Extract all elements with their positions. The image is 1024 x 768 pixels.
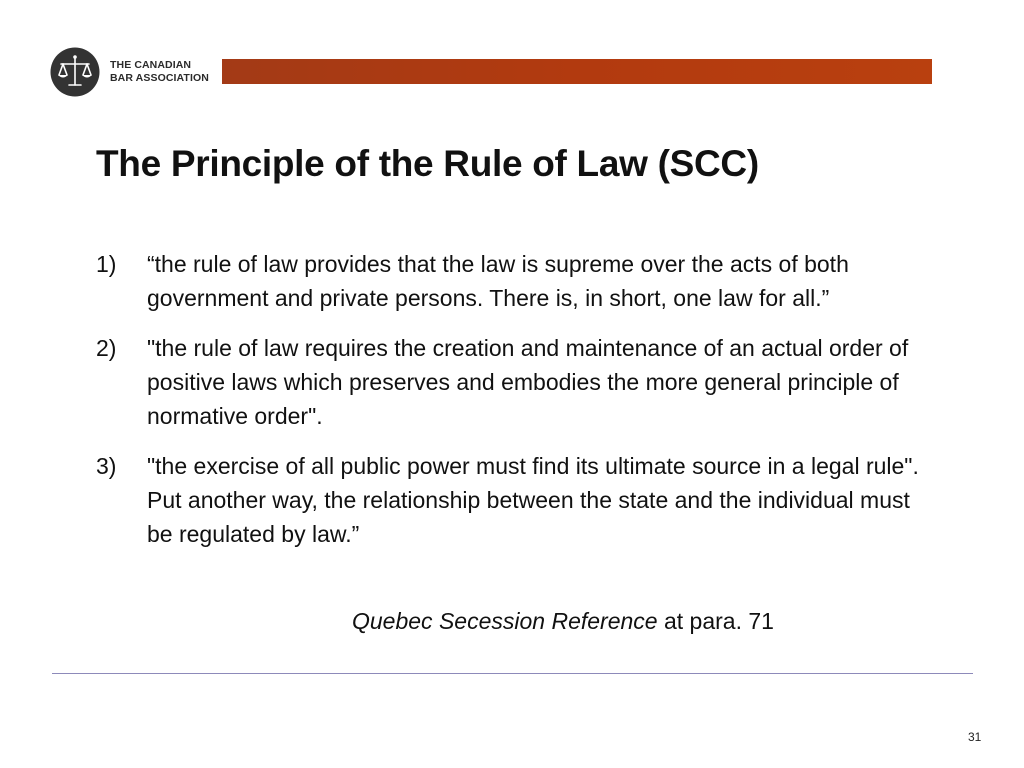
logo-line-1: THE CANADIAN — [110, 59, 192, 71]
header-accent-bar — [222, 59, 932, 84]
logo-wordmark — [110, 59, 209, 85]
footer-divider — [52, 673, 973, 674]
list-item-text: “the rule of law provides that the law is supreme over the acts of both government and private persons. There is, in short, one law for all.” — [147, 251, 849, 311]
page-number: 31 — [968, 730, 982, 744]
slide-title: The Principle of the Rule of Law (SCC) — [96, 143, 759, 184]
list-item — [96, 449, 936, 551]
citation — [352, 604, 774, 638]
cba-logo — [50, 47, 218, 99]
scales-of-justice-icon — [50, 47, 100, 97]
list-item-text: "the rule of law requires the creation and maintenance of an actual order of positive laws which preserves and embodies the more general principle of normative order". — [147, 335, 909, 429]
list-item — [96, 331, 936, 433]
list-item-number: 1) — [96, 251, 117, 277]
list-item-number: 3) — [96, 453, 117, 479]
logo-line-2: BAR ASSOCIATION — [110, 72, 209, 84]
list-item-number: 2) — [96, 335, 117, 361]
citation-case-name: Quebec Secession Reference — [352, 608, 658, 634]
list-item — [96, 247, 936, 315]
list-item-text: "the exercise of all public power must find its ultimate source in a legal rule". Put another way, the relationship between the state and the individual must be regulated by law.” — [147, 453, 919, 547]
citation-paragraph: at para. 71 — [657, 608, 774, 634]
quote-list — [96, 247, 936, 567]
